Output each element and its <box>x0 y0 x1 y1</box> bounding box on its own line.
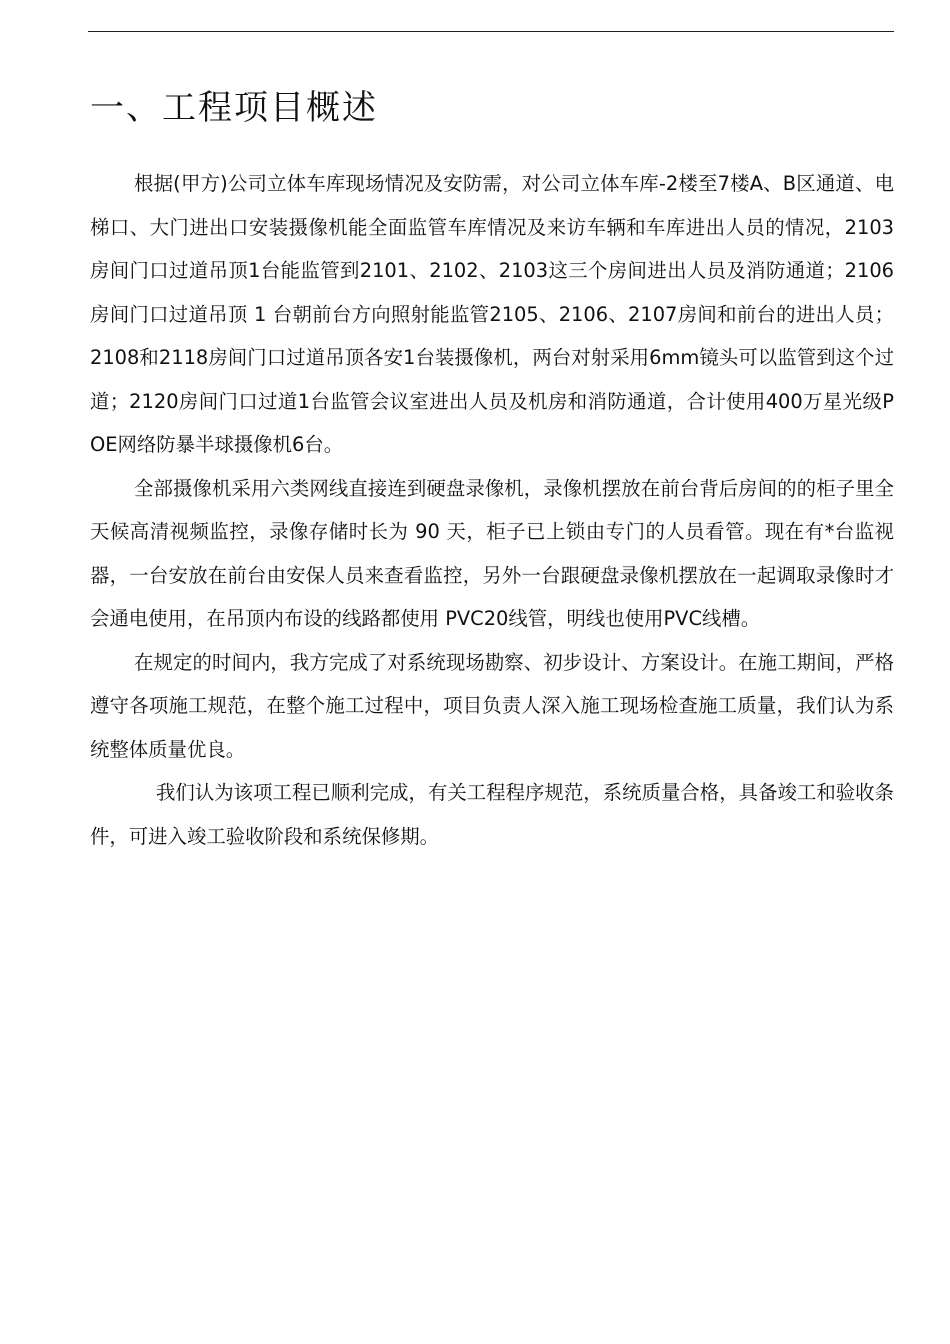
paragraph-recording: 全部摄像机采用六类网线直接连到硬盘录像机，录像机摆放在前台背后房间的的柜子里全天候高清视频监控，录像存储时长为 90 天，柜子已上锁由专门的人员看管。现在有*台监视器，一台安放在前台由安保人员来查看监控，另外一台跟硬盘录像机摆放在一起调取录像时才会通电使用，在吊顶内布设的线路都使用 PVC20线管，明线也使用PVC线槽。 <box>90 476 894 630</box>
document-body <box>90 162 894 858</box>
paragraph-conclusion: 我们认为该项工程已顺利完成，有关工程程序规范，系统质量合格，具备竣工和验收条件，可进入竣工验收阶段和系统保修期。 <box>90 781 894 848</box>
section-heading: 一、工程项目概述 <box>90 88 378 128</box>
paragraph-construction: 在规定的时间内，我方完成了对系统现场勘察、初步设计、方案设计。在施工期间，严格遵守各项施工规范，在整个施工过程中，项目负责人深入施工现场检查施工质量，我们认为系统整体质量优良。 <box>90 650 894 761</box>
paragraph-overview: 根据(甲方)公司立体车库现场情况及安防需，对公司立体车库-2楼至7楼A、B区通道、电梯口、大门进出口安装摄像机能全面监管车库情况及来访车辆和车库进出人员的情况，2103房间门口过道吊顶1台能监管到2101、2102、2103这三个房间进出人员及消防通道；2106 房间门口过道吊顶 1 台朝前台方向照射能监管2105、2106、2107房间和前台的进出人员；2108和2118房间门口过道吊顶各安1台装摄像机，两台对射采用6mm镜头可以监管到这个过道；2120房间门口过道1台监管会议室进出人员及机房和消防通道，合计使用400万星光级POE网络防暴半球摄像机6台。 <box>90 172 894 456</box>
header-rule <box>88 31 894 32</box>
